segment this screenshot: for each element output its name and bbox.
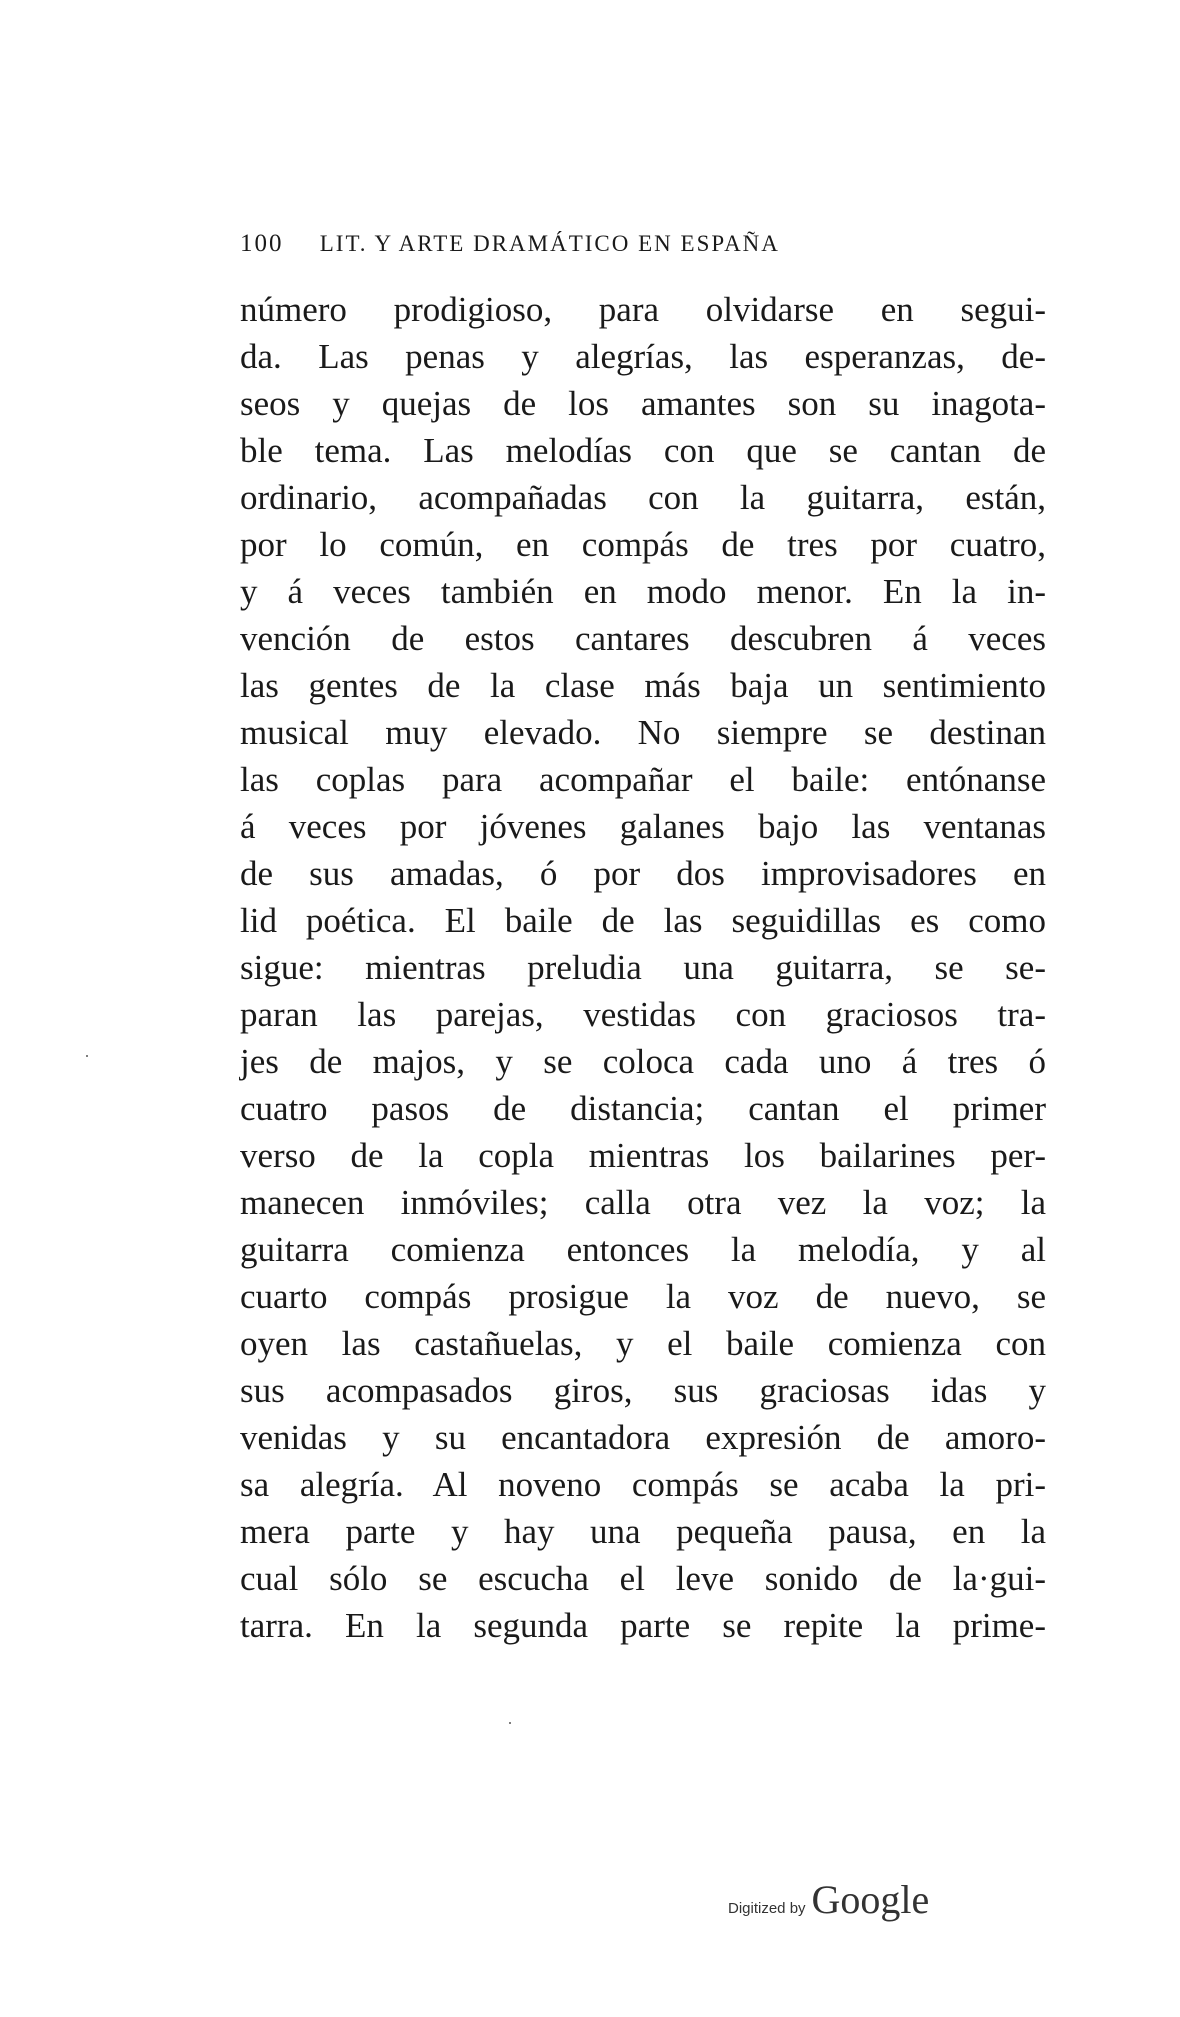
text-line: tarra. En la segunda parte se repite la prime-	[240, 1606, 1046, 1645]
text-line: seos y quejas de los amantes son su inagota-	[240, 384, 1046, 423]
scan-speck	[509, 1722, 511, 1724]
text-line: musical muy elevado. No siempre se destinan	[240, 713, 1046, 752]
page-number: 100	[240, 230, 284, 257]
text-line: número prodigioso, para olvidarse en segui-	[240, 290, 1046, 329]
text-line: sigue: mientras preludia una guitarra, se se-	[240, 948, 1046, 987]
text-line: da. Las penas y alegrías, las esperanzas, de-	[240, 337, 1046, 376]
text-line: de sus amadas, ó por dos improvisadores en	[240, 854, 1046, 893]
text-line: lid poética. El baile de las seguidillas es como	[240, 901, 1046, 940]
text-line: las gentes de la clase más baja un sentimiento	[240, 666, 1046, 705]
text-line: ordinario, acompañadas con la guitarra, están,	[240, 478, 1046, 517]
text-line: vención de estos cantares descubren á veces	[240, 619, 1046, 658]
text-line: paran las parejas, vestidas con graciosos tra-	[240, 995, 1046, 1034]
running-head	[240, 230, 1070, 270]
text-line: guitarra comienza entonces la melodía, y al	[240, 1230, 1046, 1269]
text-line: verso de la copla mientras los bailarines per-	[240, 1136, 1046, 1175]
text-line: á veces por jóvenes galanes bajo las ventanas	[240, 807, 1046, 846]
text-line: mera parte y hay una pequeña pausa, en la	[240, 1512, 1046, 1551]
digitized-by-label: Digitized by	[728, 1900, 806, 1917]
text-line: cuatro pasos de distancia; cantan el primer	[240, 1089, 1046, 1128]
text-line: oyen las castañuelas, y el baile comienza con	[240, 1324, 1046, 1363]
body-text	[240, 286, 1046, 1649]
text-line: por lo común, en compás de tres por cuatro,	[240, 525, 1046, 564]
text-line: jes de majos, y se coloca cada uno á tres ó	[240, 1042, 1046, 1081]
text-line: las coplas para acompañar el baile: entónanse	[240, 760, 1046, 799]
text-line: venidas y su encantadora expresión de amoro-	[240, 1418, 1046, 1457]
text-line: cuarto compás prosigue la voz de nuevo, se	[240, 1277, 1046, 1316]
text-line: ble tema. Las melodías con que se cantan de	[240, 431, 1046, 470]
running-title: LIT. Y ARTE DRAMÁTICO EN ESPAÑA	[319, 231, 780, 256]
text-line: sus acompasados giros, sus graciosas idas y	[240, 1371, 1046, 1410]
text-line: cual sólo se escucha el leve sonido de la·gui-	[240, 1559, 1046, 1598]
digitized-by-google-watermark	[728, 1876, 1028, 1926]
text-line: sa alegría. Al noveno compás se acaba la pri-	[240, 1465, 1046, 1504]
text-line: y á veces también en modo menor. En la in-	[240, 572, 1046, 611]
text-line: manecen inmóviles; calla otra vez la voz; la	[240, 1183, 1046, 1222]
google-logo: Google	[811, 1877, 930, 1922]
scan-speck	[86, 1055, 88, 1057]
